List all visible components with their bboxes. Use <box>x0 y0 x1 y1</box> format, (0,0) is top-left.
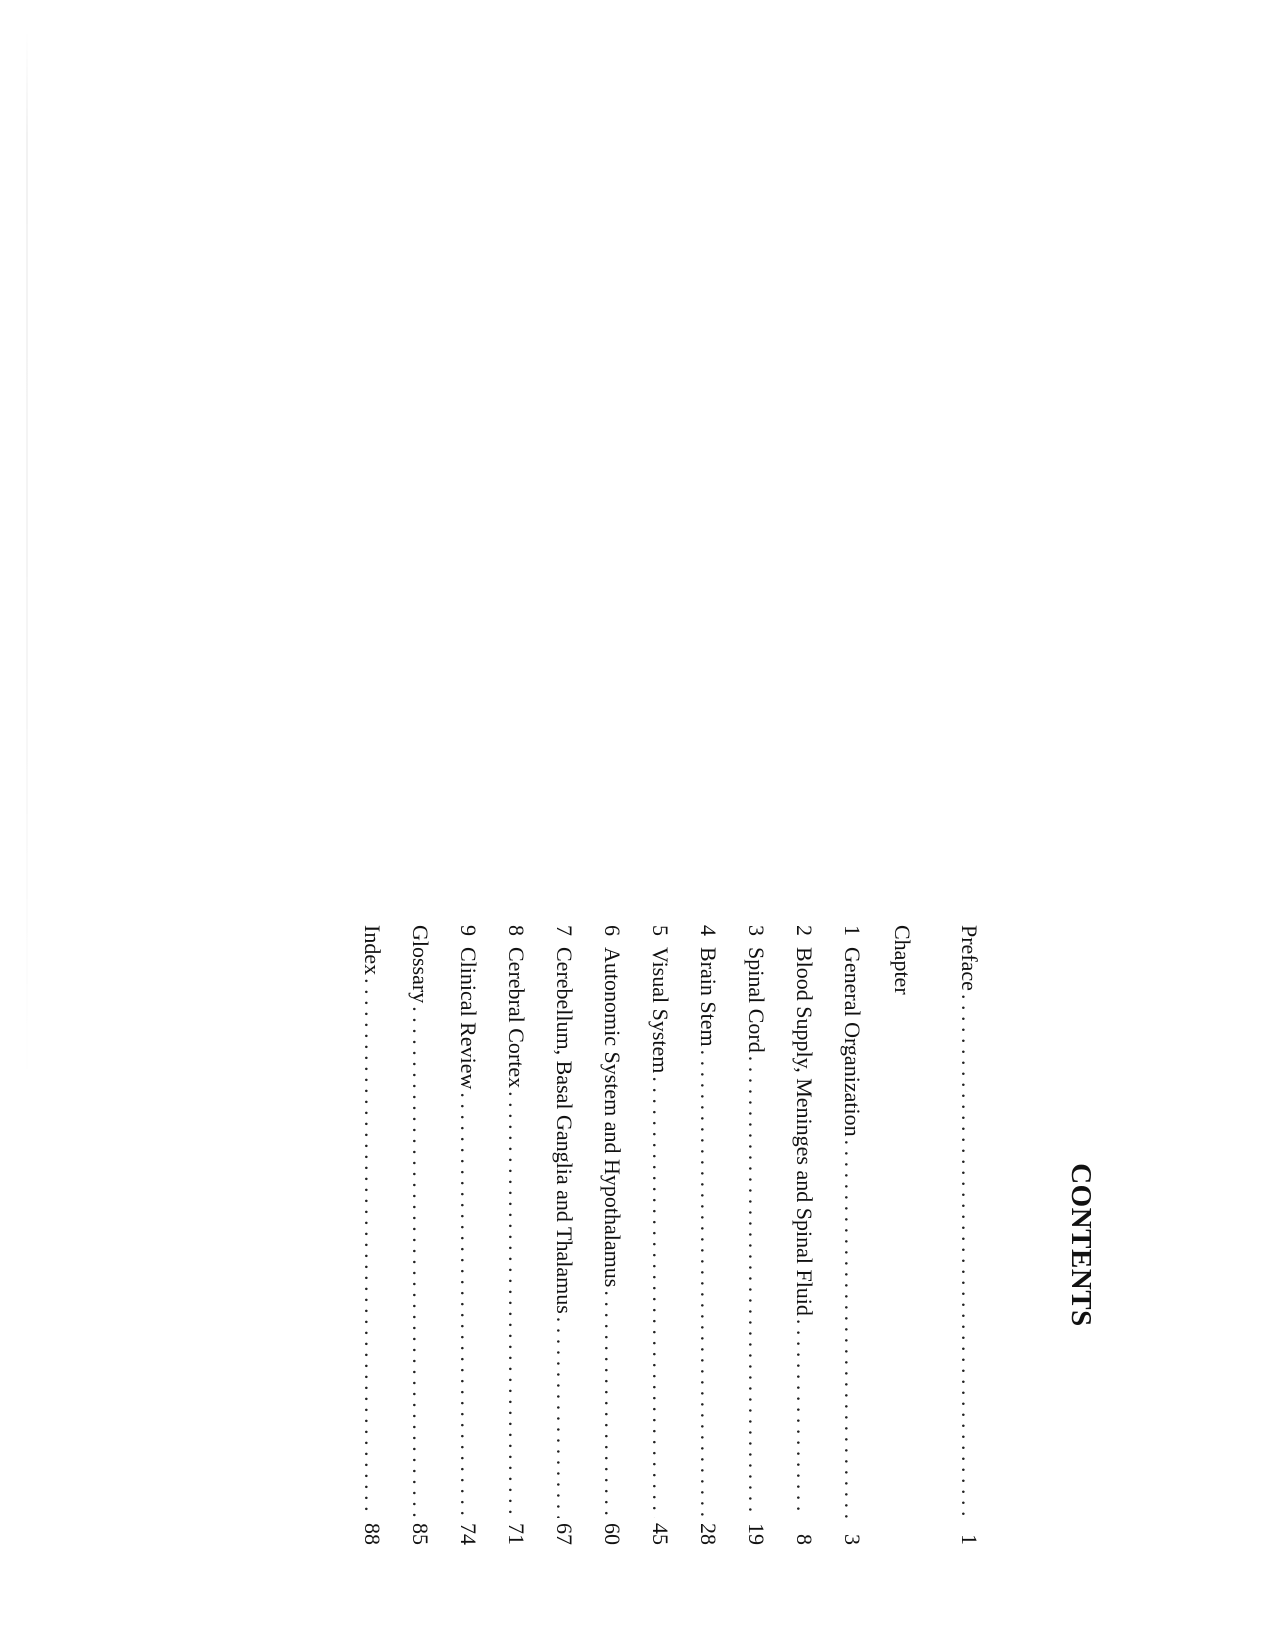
toc-entry-label: Cerebellum, Basal Ganglia and Thalamus <box>552 947 577 1314</box>
chapter-number: 9 <box>456 925 481 936</box>
chapter-heading: Chapter <box>890 925 915 995</box>
toc-entry-label: Preface <box>957 925 982 991</box>
chapter-number: 8 <box>504 925 529 936</box>
dot-leader <box>743 1056 769 1518</box>
table-of-contents <box>337 925 1097 1565</box>
toc-entry-label: General Organization <box>840 947 865 1137</box>
toc-entry-page: 60 <box>600 1523 625 1545</box>
toc-entry-label: Clinical Review <box>456 947 481 1090</box>
toc-entry-chapter-7 <box>551 925 577 1545</box>
toc-entry-page: 74 <box>456 1523 481 1545</box>
toc-entry-preface <box>956 925 982 1545</box>
dot-leader <box>695 1050 721 1518</box>
toc-entry-page: 71 <box>504 1523 529 1545</box>
toc-entry-chapter-3 <box>743 925 769 1545</box>
chapter-number: 7 <box>552 925 577 936</box>
toc-entry-label: Visual System <box>648 947 673 1074</box>
toc-entry-page: 28 <box>696 1523 721 1545</box>
toc-entry-chapter-2 <box>791 925 817 1545</box>
toc-entry-page: 88 <box>360 1523 385 1545</box>
chapter-number: 5 <box>648 925 673 936</box>
dot-leader <box>956 994 982 1518</box>
dot-leader <box>647 1076 673 1518</box>
toc-entry-page: 85 <box>408 1523 433 1545</box>
page-title: CONTENTS <box>1065 1163 1097 1327</box>
toc-entry-label: Blood Supply, Meninges and Spinal Fluid <box>792 947 817 1316</box>
chapter-number: 6 <box>600 925 625 936</box>
dot-leader <box>791 1319 817 1518</box>
chapter-number: 4 <box>696 925 721 936</box>
scan-edge-shadow <box>26 30 28 1090</box>
toc-entry-page: 67 <box>552 1523 577 1545</box>
toc-entry-label: Spinal Cord <box>744 947 769 1053</box>
dot-leader <box>455 1092 481 1518</box>
toc-entry-label: Autonomic System and Hypothalamus <box>600 947 625 1288</box>
toc-entry-chapter-8 <box>503 925 529 1545</box>
toc-entry-chapter-6 <box>599 925 625 1545</box>
toc-entry-page: 19 <box>744 1523 769 1545</box>
chapter-number: 2 <box>792 925 817 936</box>
dot-leader <box>407 1006 433 1518</box>
dot-leader <box>503 1091 529 1518</box>
toc-entry-label: Cerebral Cortex <box>504 947 529 1089</box>
toc-entry-glossary <box>407 925 433 1545</box>
chapter-number: 3 <box>744 925 769 936</box>
toc-entry-page: 8 <box>792 1534 817 1545</box>
dot-leader <box>839 1140 865 1518</box>
toc-entry-index <box>359 925 385 1545</box>
toc-entry-label: Brain Stem <box>696 947 721 1047</box>
toc-entry-chapter-1 <box>839 925 865 1545</box>
toc-entry-chapter-5 <box>647 925 673 1545</box>
dot-leader <box>359 978 385 1518</box>
toc-entry-label: Glossary <box>408 925 433 1004</box>
toc-entry-page: 3 <box>840 1534 865 1545</box>
toc-entry-page: 45 <box>648 1523 673 1545</box>
dot-leader <box>599 1290 625 1518</box>
toc-entry-chapter-9 <box>455 925 481 1545</box>
toc-entry-label: Index <box>360 925 385 976</box>
toc-entry-chapter-4 <box>695 925 721 1545</box>
chapter-number: 1 <box>840 925 865 936</box>
toc-entry-page: 1 <box>957 1534 982 1545</box>
dot-leader <box>551 1317 577 1518</box>
